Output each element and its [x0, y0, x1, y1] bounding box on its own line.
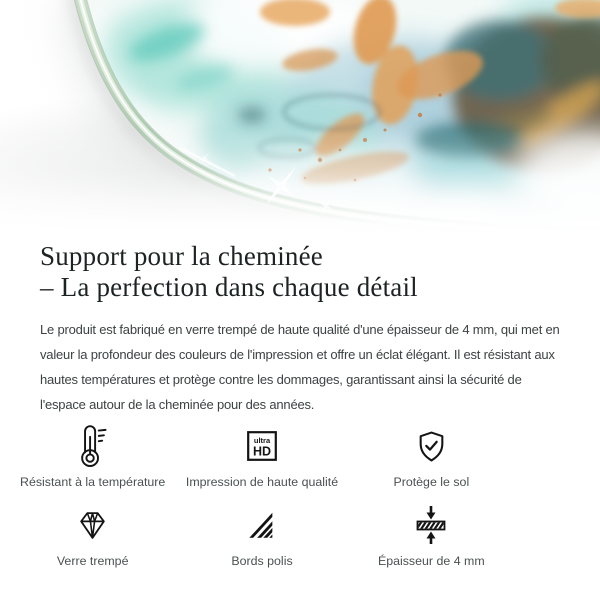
product-description: Le produit est fabriqué en verre trempé de haute qualité d'une épaisseur de 4 mm, qui met en valeur la profondeur des couleurs de l'impression et offre un éclat élégant. Il est résistant aux hautes températures et protège contre les dommages, garantissant ainsi la sécurité de l'espace autour de la cheminée pour des années. [40, 322, 560, 412]
ultra-hd-icon [245, 429, 279, 463]
ultra-hd-icon-text-bottom: HD [252, 444, 272, 459]
thermometer-icon [78, 424, 107, 469]
feature-floor-protection [347, 423, 516, 490]
ultra-hd-icon-text-top: ultra [253, 436, 271, 445]
feature-polished-edges [177, 502, 346, 569]
polished-edges-icon [246, 510, 277, 541]
feature-label: Épaisseur de 4 mm [377, 554, 485, 568]
title-line-2: – La perfection dans chaque détail [40, 272, 418, 302]
features-grid [8, 423, 516, 569]
shield-check-icon [415, 430, 448, 463]
feature-print-quality [177, 423, 346, 490]
content-section [0, 241, 600, 569]
feature-label: Résistant à la température [20, 475, 166, 489]
thickness-icon [415, 504, 447, 546]
feature-label: Verre trempé [56, 554, 129, 568]
feature-label: Protège le sol [393, 475, 470, 489]
white-fade-overlay [0, 0, 600, 232]
diamond-icon [76, 510, 109, 541]
feature-tempered-glass [8, 502, 177, 569]
feature-thickness [347, 502, 516, 569]
hero-section [0, 0, 600, 232]
feature-label: Bords polis [231, 554, 293, 568]
feature-label: Impression de haute qualité [185, 475, 339, 489]
page-title [40, 241, 560, 303]
glass-panel-photo [0, 0, 600, 232]
feature-temperature-resistant [8, 423, 177, 490]
title-line-1: Support pour la cheminée [40, 241, 323, 271]
